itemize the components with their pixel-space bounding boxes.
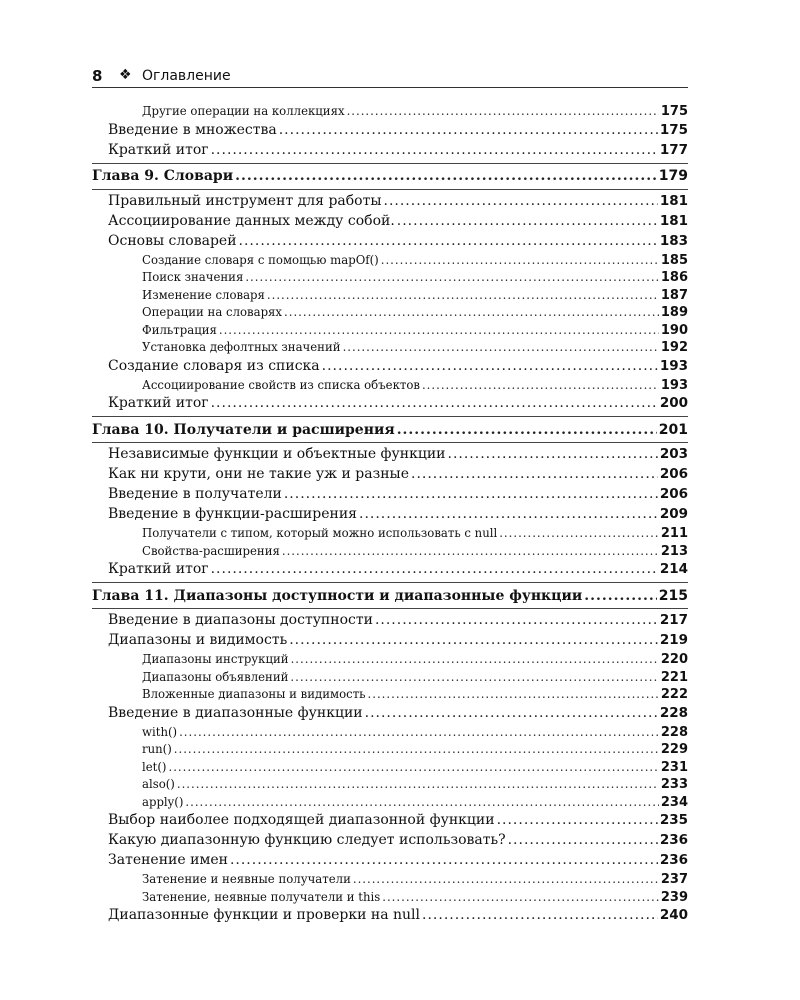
dot-leader [284,486,658,502]
table-of-contents [92,104,688,927]
toc-entry-page: 239 [660,889,688,905]
toc-entry[interactable] [92,253,688,271]
toc-entry[interactable] [92,323,688,341]
dot-leader [382,890,659,904]
toc-entry-title: Другие операции на коллекциях [142,104,345,118]
toc-entry[interactable] [92,890,688,908]
dot-leader [353,872,659,886]
dot-leader [422,378,659,392]
dot-leader [267,288,659,302]
toc-entry-page: 228 [659,704,688,721]
toc-entry[interactable] [92,852,688,872]
toc-entry[interactable] [92,544,688,562]
toc-entry-title: Краткий итог [108,561,209,577]
dot-leader [230,852,658,868]
toc-entry-page: 233 [660,777,688,792]
toc-entry[interactable] [92,305,688,323]
dot-leader [397,422,657,438]
toc-entry-title: Установка дефолтных значений [142,340,341,354]
dot-leader [185,795,658,809]
dot-leader [168,760,658,774]
toc-entry-page: 214 [659,561,688,577]
toc-entry[interactable] [92,632,688,652]
toc-entry[interactable] [92,725,688,743]
toc-entry-page: 177 [659,141,688,158]
toc-entry-page: 222 [660,687,688,702]
toc-entry[interactable] [92,193,688,213]
dot-leader [245,270,659,284]
dot-leader [359,506,658,522]
dot-leader [219,323,659,337]
toc-entry-page: 179 [658,168,688,184]
toc-entry-page: 175 [659,121,688,138]
toc-entry[interactable] [92,742,688,760]
toc-entry[interactable] [92,760,688,778]
toc-entry-page: 189 [660,305,688,320]
toc-entry-title: Введение в диапазоны доступности [108,612,373,628]
dot-leader [384,193,658,209]
toc-entry-page: 215 [658,587,688,604]
toc-entry[interactable] [92,812,688,832]
toc-entry-title: Краткий итог [108,141,209,158]
running-title: Оглавление [142,68,231,84]
dot-leader [211,561,658,577]
toc-entry-title: Затенение имен [108,852,228,868]
dot-leader [381,253,659,267]
dot-leader [397,213,658,229]
toc-entry-page: 220 [660,652,688,667]
toc-entry[interactable] [92,104,688,122]
dot-leader [279,122,658,138]
toc-entry-page: 193 [660,377,688,393]
page-header [92,67,688,88]
toc-entry-title: also() [142,777,175,791]
toc-entry[interactable] [92,777,688,795]
toc-entry-title: Изменение словаря [142,287,265,302]
toc-entry-page: 201 [658,421,688,438]
dot-leader [347,104,659,118]
toc-entry-title: Основы словарей [108,232,237,249]
dot-leader [322,358,658,374]
toc-entry[interactable] [92,561,688,581]
toc-entry[interactable] [92,358,688,378]
toc-entry-page: 187 [660,287,688,303]
toc-entry-page: 237 [660,872,688,887]
toc-entry-title: Введение в множества [108,121,277,138]
toc-entry-page: 213 [660,543,688,559]
dot-leader [375,612,658,628]
toc-entry-page: 236 [659,852,688,868]
toc-entry-title: Краткий итог [108,395,209,411]
toc-entry-page: 186 [660,270,688,285]
dot-leader [239,233,658,249]
toc-entry-title: Диапазоны объявлений [142,669,289,684]
toc-entry[interactable] [92,213,688,233]
dot-leader [411,466,658,482]
toc-entry-page: 209 [659,506,688,522]
toc-entry-page: 219 [659,632,688,648]
toc-entry-title: with() [142,724,178,739]
toc-entry-title: Диапазоны инструкций [142,652,289,666]
toc-entry-page: 206 [659,466,688,482]
toc-entry-title: Ассоциирование свойств из списка объектов [142,377,420,392]
dot-leader [499,526,659,540]
dot-leader [448,446,658,462]
dot-leader [289,632,658,648]
toc-entry-title: Независимые функции и объектные функции [108,446,446,462]
dot-leader [497,812,658,828]
toc-entry[interactable] [92,872,688,890]
toc-entry[interactable] [92,795,688,813]
toc-entry[interactable] [92,506,688,526]
dot-leader [174,742,659,756]
toc-entry-title: Затенение, неявные получатели и this [142,889,381,904]
toc-entry-page: 235 [659,812,688,828]
toc-entry-title: Как ни крути, они не такие уж и разные [108,466,409,482]
toc-entry[interactable] [92,378,688,396]
dot-leader [290,670,658,684]
toc-entry-title: Создание словаря из списка [108,357,320,374]
toc-entry-title: Введение в функции-расширения [108,506,357,522]
toc-entry-page: 183 [659,232,688,249]
toc-entry-page: 206 [659,486,688,502]
dot-leader [211,142,658,158]
toc-entry[interactable] [92,395,688,415]
toc-entry[interactable] [92,288,688,306]
toc-entry-title: Свойства-расширения [142,543,280,558]
toc-entry-title: Создание словаря с помощью mapOf() [142,252,379,267]
dot-leader [179,725,659,739]
toc-entry-page: 236 [659,832,688,848]
toc-entry-page: 175 [660,104,688,119]
toc-entry-title: Выбор наиболее подходящей диапазонной функции [108,812,495,828]
dot-leader [291,652,659,666]
toc-entry[interactable] [92,233,688,253]
toc-entry[interactable] [92,907,688,927]
dot-leader [508,832,658,848]
toc-entry-title: Введение в получатели [108,486,282,502]
dot-leader [211,395,658,411]
toc-entry[interactable] [92,652,688,670]
toc-entry-page: 193 [659,357,688,374]
dot-leader [422,907,658,923]
toc-entry-title: Поиск значения [142,270,244,284]
toc-entry-page: 185 [660,252,688,268]
toc-entry-title: Диапазоны и видимость [108,632,288,648]
toc-entry[interactable] [92,270,688,288]
toc-entry-page: 203 [659,446,688,462]
toc-chapter-entry[interactable] [92,416,688,443]
toc-entry-title: let() [142,759,167,774]
toc-entry[interactable] [92,612,688,632]
toc-entry[interactable] [92,142,688,162]
toc-entry-page: 200 [659,395,688,411]
toc-entry-page: 211 [660,526,688,541]
toc-entry-title: Глава 11. Диапазоны доступности и диапазонные функции [92,587,583,604]
toc-entry-page: 192 [660,340,688,355]
toc-entry-title: Операции на словарях [142,305,283,319]
diamond-separator-icon: ❖ [119,67,132,83]
dot-leader [235,168,657,184]
toc-entry-title: Глава 10. Получатели и расширения [92,421,395,438]
toc-entry-title: Какую диапазонную функцию следует использовать? [108,832,506,848]
toc-entry-page: 234 [660,794,688,810]
toc-entry[interactable] [92,486,688,506]
dot-leader [365,705,658,721]
toc-entry[interactable] [92,446,688,466]
toc-entry[interactable] [92,687,688,705]
toc-entry-title: run() [142,742,172,756]
dot-leader [584,588,656,604]
toc-entry-page: 231 [660,759,688,775]
toc-entry[interactable] [92,340,688,358]
toc-entry-title: Правильный инструмент для работы [108,192,382,209]
toc-entry-title: Фильтрация [142,322,217,337]
dot-leader [282,544,659,558]
dot-leader [177,777,659,791]
toc-entry-title: Затенение и неявные получатели [142,872,351,886]
toc-entry[interactable] [92,705,688,725]
toc-entry-page: 229 [660,742,688,757]
dot-leader [284,305,659,319]
toc-entry-title: Глава 9. Словари [92,168,234,184]
toc-chapter-entry[interactable] [92,582,688,609]
toc-entry-title: Получатели с типом, который можно использовать с null [142,526,498,540]
toc-entry-title: Вложенные диапазоны и видимость [142,687,366,701]
toc-entry-title: Введение в диапазонные функции [108,704,363,721]
toc-entry-title: Диапазонные функции и проверки на null [108,907,421,923]
toc-entry-page: 217 [659,612,688,628]
toc-entry-page: 181 [659,192,688,209]
toc-entry-title: apply() [142,794,184,809]
toc-entry[interactable] [92,832,688,852]
toc-entry[interactable] [92,466,688,486]
toc-entry[interactable] [92,526,688,544]
toc-entry[interactable] [92,670,688,688]
page-number: 8 [92,67,103,85]
dot-leader [343,340,659,354]
toc-entry-page: 221 [660,669,688,685]
toc-entry[interactable] [92,122,688,142]
toc-chapter-entry[interactable] [92,163,688,190]
toc-entry-page: 181 [659,212,688,229]
toc-entry-page: 228 [660,724,688,740]
dot-leader [368,687,659,701]
toc-entry-page: 240 [659,907,688,923]
toc-entry-title: Ассоциирование данных между собой. [108,212,395,229]
toc-entry-page: 190 [660,322,688,338]
